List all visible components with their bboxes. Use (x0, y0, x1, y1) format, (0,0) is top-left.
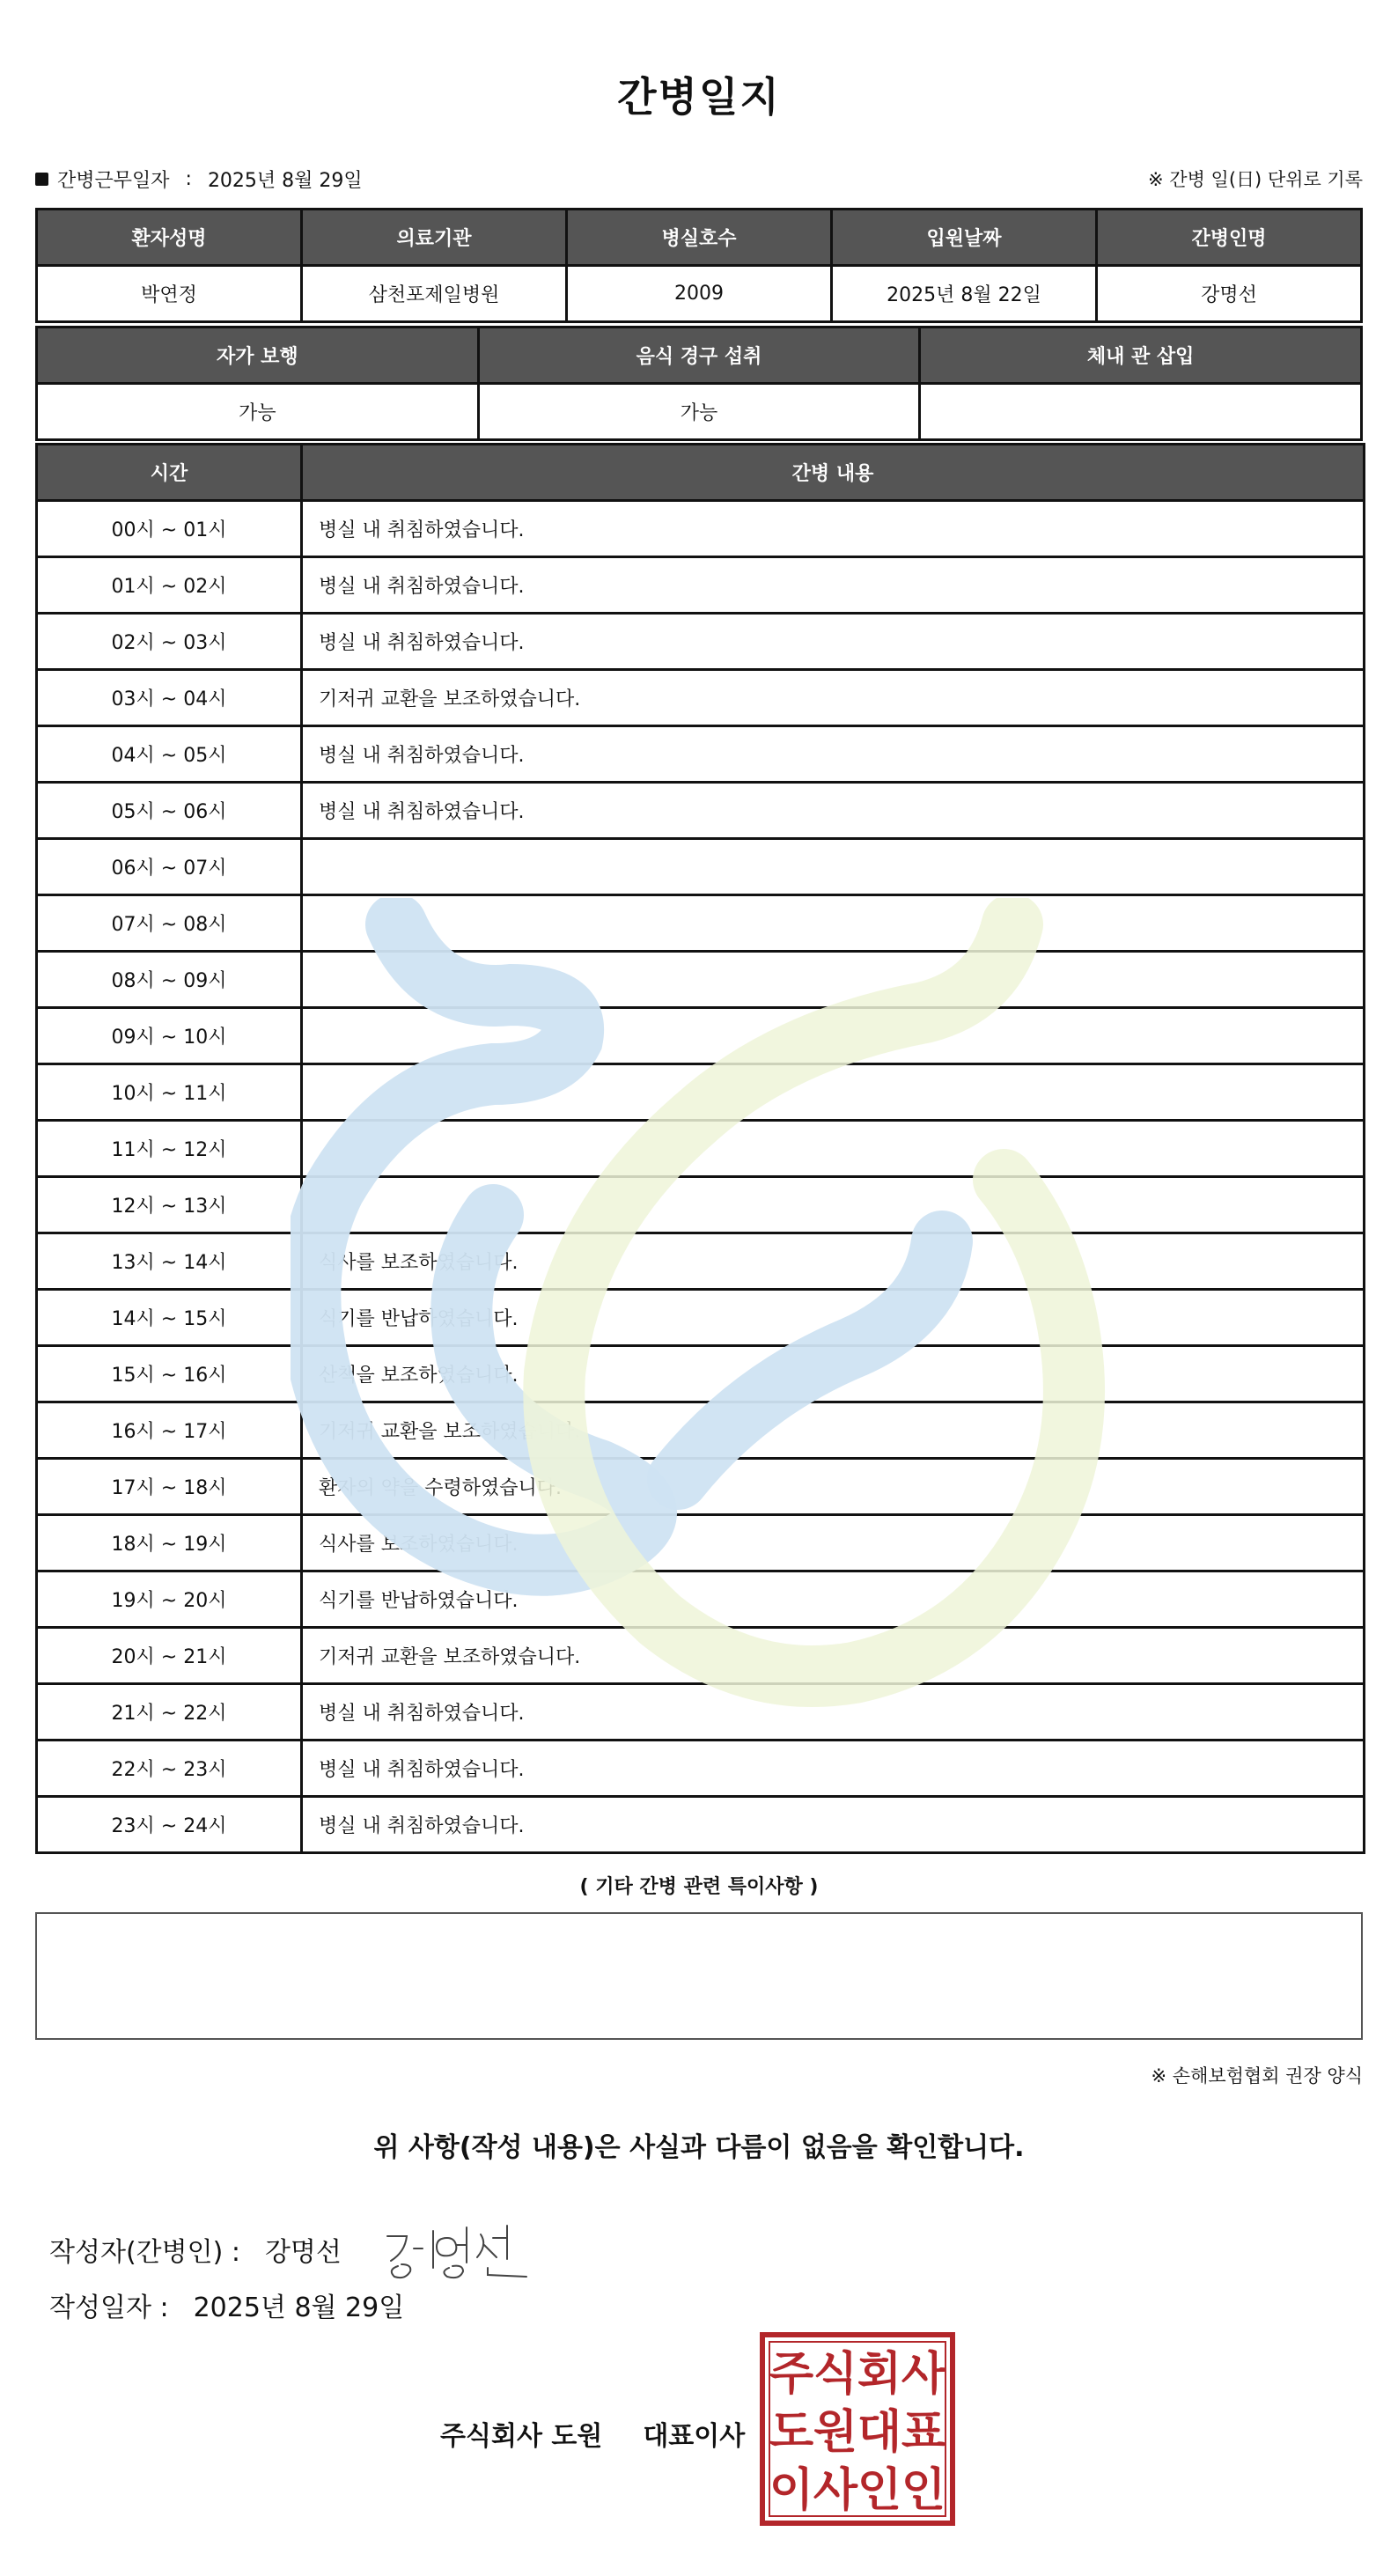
author-name: 강명선 (264, 2237, 342, 2268)
seal-glyph: 사 (901, 2348, 946, 2401)
log-content[interactable]: 병실 내 취침하였습니다. (302, 726, 1365, 783)
log-row (37, 895, 1365, 952)
seal-glyph: 인 (857, 2464, 902, 2517)
log-content[interactable]: 병실 내 취침하였습니다. (302, 783, 1365, 839)
log-time: 09시 ~ 10시 (37, 1008, 302, 1064)
seal-glyph: 사 (813, 2464, 858, 2517)
seal-glyphs (769, 2348, 946, 2517)
log-row (37, 557, 1365, 614)
log-time: 03시 ~ 04시 (37, 670, 302, 726)
log-time: 12시 ~ 13시 (37, 1177, 302, 1233)
seal-glyph: 식 (813, 2348, 858, 2401)
status-value-row (37, 384, 1362, 440)
log-row (37, 1571, 1365, 1628)
header-room-number: 병실호수 (567, 210, 832, 266)
header-tube-insertion: 체내 관 삽입 (920, 328, 1362, 384)
log-row (37, 614, 1365, 670)
log-row (37, 1346, 1365, 1402)
log-time: 16시 ~ 17시 (37, 1402, 302, 1459)
handwritten-signature (379, 2219, 537, 2280)
patient-status-table (35, 326, 1363, 441)
caregiver-name: 강명선 (1097, 266, 1362, 322)
log-time: 05시 ~ 06시 (37, 783, 302, 839)
self-walking: 가능 (37, 384, 479, 440)
log-row (37, 1290, 1365, 1346)
oral-intake: 가능 (478, 384, 920, 440)
log-time: 02시 ~ 03시 (37, 614, 302, 670)
log-row (37, 1459, 1365, 1515)
log-time: 15시 ~ 16시 (37, 1346, 302, 1402)
log-content[interactable]: 식사를 보조하였습니다. (302, 1515, 1365, 1571)
log-time: 14시 ~ 15시 (37, 1290, 302, 1346)
admission-date: 2025년 8월 22일 (832, 266, 1097, 322)
log-time: 04시 ~ 05시 (37, 726, 302, 783)
log-time: 10시 ~ 11시 (37, 1064, 302, 1121)
hospital: 삼천포제일병원 (302, 266, 567, 322)
log-row (37, 1008, 1365, 1064)
log-time: 17시 ~ 18시 (37, 1459, 302, 1515)
header-self-walking: 자가 보행 (37, 328, 479, 384)
header-hospital: 의료기관 (302, 210, 567, 266)
log-header-row (37, 445, 1365, 501)
log-content[interactable]: 식사를 보조하였습니다. (302, 1233, 1365, 1290)
log-content[interactable] (302, 1008, 1365, 1064)
log-content[interactable]: 병실 내 취침하였습니다. (302, 614, 1365, 670)
log-time: 13시 ~ 14시 (37, 1233, 302, 1290)
log-time: 01시 ~ 02시 (37, 557, 302, 614)
log-content[interactable]: 병실 내 취침하였습니다. (302, 501, 1365, 557)
author-label: 작성자(간병인) : (49, 2237, 240, 2268)
log-time: 19시 ~ 20시 (37, 1571, 302, 1628)
log-content[interactable]: 병실 내 취침하였습니다. (302, 1797, 1365, 1853)
author-row (49, 2219, 537, 2280)
written-date-value: 2025년 8월 29일 (193, 2293, 405, 2323)
log-content[interactable]: 기저귀 교환을 보조하였습니다. (302, 670, 1365, 726)
patient-name: 박연정 (37, 266, 302, 322)
work-date (35, 166, 363, 193)
log-content[interactable]: 식기를 반납하였습니다. (302, 1290, 1365, 1346)
log-row (37, 1121, 1365, 1177)
status-header-row (37, 328, 1362, 384)
work-date-colon: : (185, 168, 192, 190)
log-content[interactable] (302, 1064, 1365, 1121)
log-row (37, 1233, 1365, 1290)
log-row (37, 783, 1365, 839)
log-body (37, 501, 1365, 1853)
work-date-value: 2025년 8월 29일 (207, 170, 363, 192)
room-number: 2009 (567, 266, 832, 322)
confirm-text: 위 사항(작성 내용)은 사실과 다름이 없음을 확인합니다. (373, 2132, 1025, 2163)
log-content[interactable]: 병실 내 취침하였습니다. (302, 1684, 1365, 1741)
header-time: 시간 (37, 445, 302, 501)
log-row (37, 839, 1365, 895)
written-date-row (49, 2285, 404, 2324)
log-row (37, 1741, 1365, 1797)
log-content[interactable] (302, 952, 1365, 1008)
log-content[interactable]: 식기를 반납하였습니다. (302, 1571, 1365, 1628)
log-row (37, 1064, 1365, 1121)
log-time: 18시 ~ 19시 (37, 1515, 302, 1571)
info-header-row (37, 210, 1362, 266)
tube-insertion (920, 384, 1362, 440)
company-name: 주식회사 도원 (440, 2421, 603, 2452)
seal-glyph: 이 (769, 2464, 814, 2517)
log-row (37, 1628, 1365, 1684)
log-time: 22시 ~ 23시 (37, 1741, 302, 1797)
seal-glyph: 원 (813, 2406, 858, 2459)
header-oral-intake: 음식 경구 섭취 (478, 328, 920, 384)
unit-note: ※ 간병 일(日) 단위로 기록 (1148, 169, 1363, 190)
header-caregiver-name: 간병인명 (1097, 210, 1362, 266)
log-time: 20시 ~ 21시 (37, 1628, 302, 1684)
log-content[interactable] (302, 1121, 1365, 1177)
log-row (37, 1515, 1365, 1571)
log-time: 08시 ~ 09시 (37, 952, 302, 1008)
seal-glyph: 회 (857, 2348, 902, 2401)
log-time: 06시 ~ 07시 (37, 839, 302, 895)
work-date-label: 간병근무일자 (57, 170, 170, 192)
log-time: 11시 ~ 12시 (37, 1121, 302, 1177)
log-row (37, 1402, 1365, 1459)
log-time: 07시 ~ 08시 (37, 895, 302, 952)
log-time: 21시 ~ 22시 (37, 1684, 302, 1741)
log-content[interactable]: 병실 내 취침하였습니다. (302, 557, 1365, 614)
log-row (37, 1684, 1365, 1741)
square-bullet-icon (35, 173, 48, 186)
log-content[interactable] (302, 1177, 1365, 1233)
seal-glyph: 표 (901, 2406, 946, 2459)
recommend-note: ※ 손해보험협회 권장 양식 (1151, 2065, 1363, 2087)
seal-glyph: 대 (857, 2406, 902, 2459)
company-signature-line (440, 2414, 745, 2453)
log-content[interactable]: 기저귀 교환을 보조하였습니다. (302, 1402, 1365, 1459)
header-admission-date: 입원날짜 (832, 210, 1097, 266)
header-care-content: 간병 내용 (302, 445, 1365, 501)
seal-glyph: 주 (769, 2348, 814, 2401)
log-time: 23시 ~ 24시 (37, 1797, 302, 1853)
log-content[interactable]: 산책을 보조하였습니다. (302, 1346, 1365, 1402)
remarks-title: ( 기타 간병 관련 특이사항 ) (579, 1876, 819, 1898)
company-seal-stamp (759, 2331, 956, 2527)
info-value-row (37, 266, 1362, 322)
document-title: 간병일지 (617, 73, 781, 121)
representative-title: 대표이사 (643, 2421, 746, 2452)
care-log-table (35, 443, 1365, 1854)
remarks-box[interactable] (35, 1912, 1363, 2040)
log-content[interactable]: 기저귀 교환을 보조하였습니다. (302, 1628, 1365, 1684)
header-patient-name: 환자성명 (37, 210, 302, 266)
log-content[interactable] (302, 895, 1365, 952)
written-date-label: 작성일자 : (49, 2293, 169, 2323)
log-content[interactable]: 환자의 약을 수령하였습니다. (302, 1459, 1365, 1515)
log-content[interactable] (302, 839, 1365, 895)
log-row (37, 726, 1365, 783)
seal-glyph: 도 (769, 2406, 814, 2459)
log-time: 00시 ~ 01시 (37, 501, 302, 557)
log-content[interactable]: 병실 내 취침하였습니다. (302, 1741, 1365, 1797)
log-row (37, 1177, 1365, 1233)
log-row (37, 670, 1365, 726)
log-row (37, 1797, 1365, 1853)
log-row (37, 952, 1365, 1008)
seal-glyph: 인 (901, 2464, 946, 2517)
log-row (37, 501, 1365, 557)
patient-info-table (35, 208, 1363, 323)
meta-row (35, 166, 1363, 192)
